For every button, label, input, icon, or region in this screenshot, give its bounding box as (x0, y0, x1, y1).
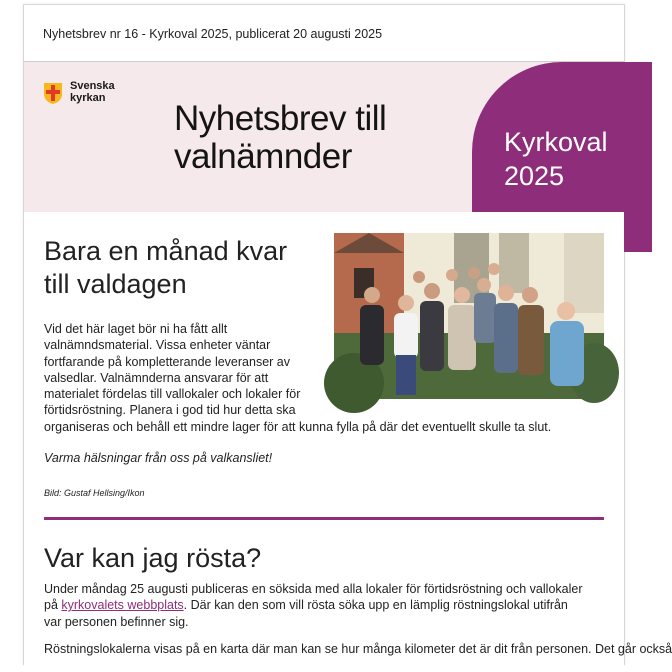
body-line: Vid det här laget bör ni ha fått allt (44, 322, 228, 336)
link-suffix: . Där kan den som vill rösta söka upp en lämplig röstningslokal utifrån (183, 598, 568, 613)
heading-line2: till valdagen (44, 269, 187, 299)
body-line: valnämndsmaterial. Vissa enheter väntar (44, 338, 271, 353)
newsletter-frame (23, 4, 672, 665)
article-body (44, 321, 604, 435)
body-line: valsedlar. Valnämnderna ansvarar för att (44, 370, 269, 385)
section-heading: Var kan jag rösta? (44, 543, 262, 573)
photo-credit: Bild: Gustaf Hellsing/Ikon (44, 488, 145, 498)
cut-off-line: Röstningslokalerna visas på en karta där man kan se hur många kilometer det är dit från personen. Det går också (44, 642, 672, 656)
body-line: materialet fördelas till vallokaler och lokaler för (44, 387, 301, 402)
logo-line2: kyrkan (70, 92, 106, 104)
badge-text (504, 125, 634, 193)
body-line: fortfarande på kompletterande leveranser av (44, 354, 290, 369)
preheader (24, 5, 624, 62)
greeting-text: Varma hälsningar från oss på valkansliet! (44, 451, 273, 465)
article-heading (44, 235, 324, 301)
hero-banner (24, 62, 624, 212)
title-line2: valnämnder (174, 137, 352, 176)
svenska-kyrkan-logo[interactable] (41, 80, 131, 106)
logo-line1: Svenska (70, 80, 115, 92)
body-line: var personen befinner sig. (44, 614, 189, 629)
link-prefix: på (44, 598, 62, 613)
body-line: förtidsröstning. Planera i god tid hur detta ska (44, 403, 296, 418)
title-line1: Nyhetsbrev till (174, 99, 387, 138)
section-divider (44, 517, 604, 520)
body-line-with-link (44, 597, 604, 613)
badge-line2: 2025 (504, 161, 565, 191)
section-body (44, 581, 604, 630)
body-line: organiseras och behåll ett mindre lager för att kunna fylla på där det eventuellt skulle ta slut. (44, 419, 552, 434)
church-cross-icon (41, 81, 65, 105)
heading-line1: Bara en månad kvar (44, 236, 288, 266)
newsletter-title (174, 100, 494, 176)
badge-line1: Kyrkoval (504, 127, 608, 157)
preheader-text: Nyhetsbrev nr 16 - Kyrkoval 2025, publicerat 20 augusti 2025 (43, 27, 383, 41)
kyrkovalet-website-link[interactable]: kyrkovalets webbplats (61, 598, 184, 613)
body-line: Under måndag 25 augusti publiceras en söksida med alla lokaler för förtidsröstning och vallokaler (44, 582, 583, 596)
logo-text (70, 80, 115, 104)
article-section (24, 212, 672, 672)
